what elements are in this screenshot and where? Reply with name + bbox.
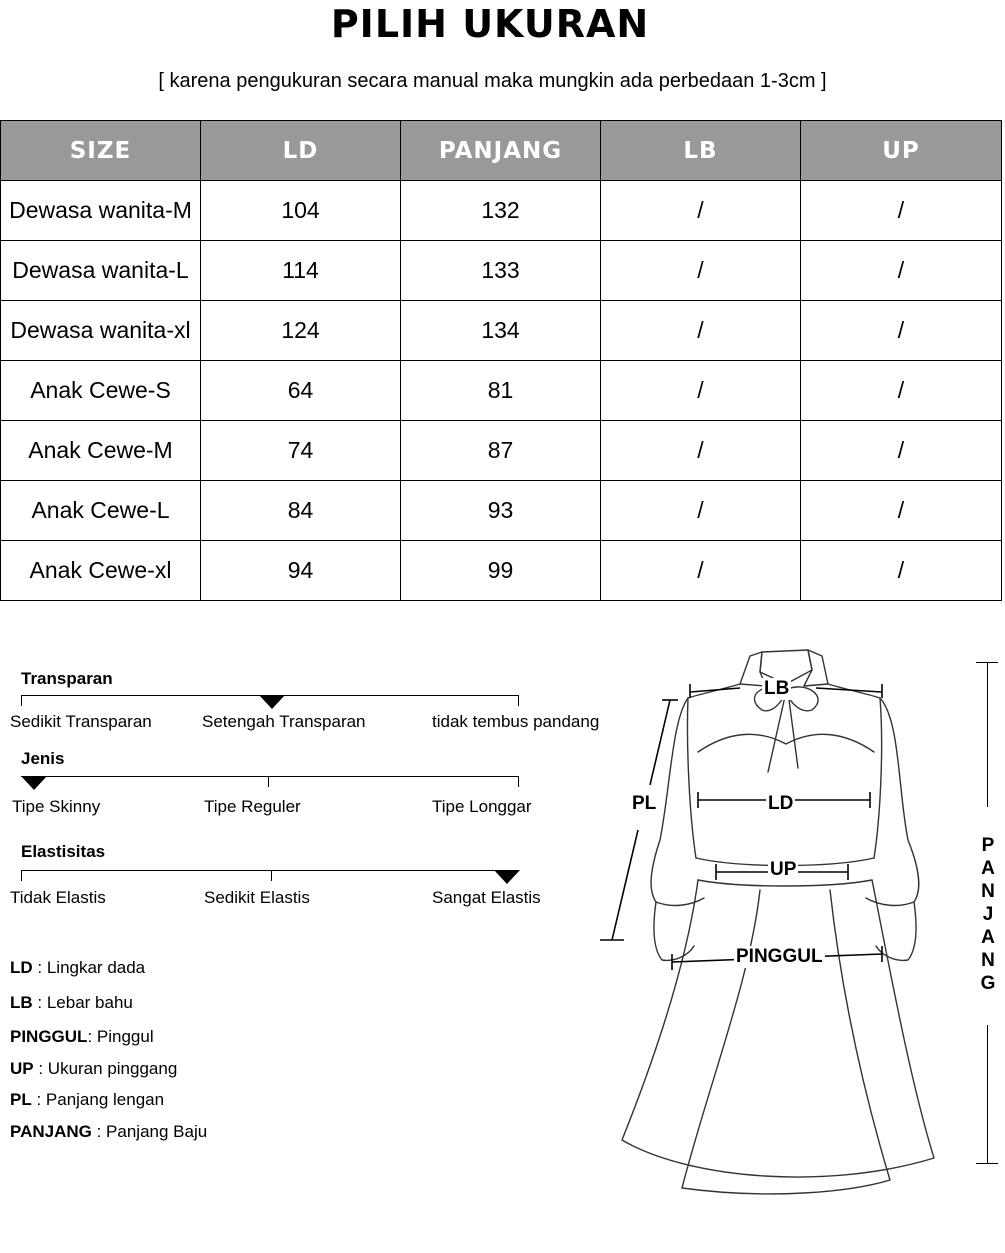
legend-item-panjang	[10, 1122, 207, 1142]
panjang-letter: J	[982, 904, 994, 925]
table-row	[1, 241, 1002, 301]
legend-key: PANJANG	[10, 1122, 92, 1141]
table-header-row	[1, 121, 1002, 181]
scale-option: Sedikit Elastis	[204, 888, 310, 907]
header-ld: LD	[201, 121, 401, 181]
cell-panjang: 134	[401, 301, 601, 361]
scale-tick	[518, 695, 519, 706]
scale-option: Tipe Longgar	[432, 797, 532, 816]
page-subtitle: [ karena pengukuran secara manual maka mungkin ada perbedaan 1-3cm ]	[158, 70, 827, 92]
cell-lb: /	[601, 481, 801, 541]
cell-size: Dewasa wanita-L	[1, 241, 201, 301]
scale-option: Tipe Reguler	[204, 797, 301, 816]
legend-key: UP	[10, 1059, 34, 1078]
cell-up: /	[801, 301, 1002, 361]
cell-panjang: 81	[401, 361, 601, 421]
scale-marker-icon	[494, 870, 520, 884]
cell-up: /	[801, 361, 1002, 421]
scale-label: Elastisitas	[21, 842, 106, 861]
panjang-line-bottom	[987, 1025, 988, 1163]
panjang-letter: A	[981, 927, 995, 948]
table-row	[1, 481, 1002, 541]
cell-size: Dewasa wanita-xl	[1, 301, 201, 361]
scale-option: Setengah Transparan	[202, 712, 366, 731]
scale-tick	[268, 776, 269, 787]
legend-desc: : Lebar bahu	[32, 993, 133, 1012]
panjang-letter: A	[981, 858, 995, 879]
legend-desc: : Lingkar dada	[32, 958, 146, 977]
cell-size: Anak Cewe-xl	[1, 541, 201, 601]
cell-panjang: 93	[401, 481, 601, 541]
scale-option: tidak tembus pandang	[432, 712, 600, 731]
legend-desc: : Panjang Baju	[91, 1122, 208, 1141]
cell-ld: 104	[201, 181, 401, 241]
scale-tick	[518, 776, 519, 787]
panjang-letter: G	[980, 973, 996, 994]
scale-option: Tipe Skinny	[12, 797, 101, 816]
cell-lb: /	[601, 181, 801, 241]
scale-option: Sangat Elastis	[432, 888, 541, 907]
legend-item-ld	[10, 958, 145, 978]
label-pinggul: PINGGUL	[736, 946, 823, 967]
cell-size: Dewasa wanita-M	[1, 181, 201, 241]
cell-up: /	[801, 541, 1002, 601]
label-pl: PL	[632, 793, 657, 814]
cell-size: Anak Cewe-M	[1, 421, 201, 481]
legend-item-pinggul	[10, 1027, 154, 1047]
scale-marker-icon	[259, 695, 285, 709]
cell-size: Anak Cewe-S	[1, 361, 201, 421]
table-row	[1, 361, 1002, 421]
cell-up: /	[801, 421, 1002, 481]
dress-illustration	[590, 640, 950, 1200]
table-row	[1, 301, 1002, 361]
label-ld: LD	[768, 793, 794, 814]
cell-lb: /	[601, 541, 801, 601]
page-title: PILIH UKURAN	[330, 2, 650, 46]
legend-item-pl	[10, 1090, 164, 1110]
legend-desc: : Panjang lengan	[31, 1090, 165, 1109]
cell-ld: 84	[201, 481, 401, 541]
cell-up: /	[801, 481, 1002, 541]
panjang-letter: N	[981, 950, 995, 971]
legend-key: PINGGUL	[10, 1027, 88, 1046]
panjang-letter: N	[981, 881, 995, 902]
legend-desc: : Pinggul	[87, 1027, 154, 1046]
panjang-letter: P	[981, 835, 995, 856]
cell-ld: 94	[201, 541, 401, 601]
cell-ld: 74	[201, 421, 401, 481]
panjang-cap-top	[976, 662, 998, 663]
cell-panjang: 99	[401, 541, 601, 601]
label-up: UP	[770, 859, 797, 880]
legend-key: LB	[10, 993, 33, 1012]
legend-item-up	[10, 1059, 177, 1079]
header-up: UP	[801, 121, 1002, 181]
size-table	[0, 120, 1002, 601]
header-size: SIZE	[1, 121, 201, 181]
header-panjang: PANJANG	[401, 121, 601, 181]
cell-ld: 64	[201, 361, 401, 421]
panjang-cap-bottom	[976, 1163, 998, 1164]
scale-line	[21, 870, 519, 871]
cell-up: /	[801, 181, 1002, 241]
table-row	[1, 421, 1002, 481]
scale-label: Transparan	[21, 669, 113, 688]
legend-key: PL	[10, 1090, 32, 1109]
scale-tick	[21, 870, 22, 881]
legend-key: LD	[10, 958, 33, 977]
cell-ld: 124	[201, 301, 401, 361]
scale-label: Jenis	[21, 749, 65, 768]
scale-line	[21, 776, 519, 777]
cell-ld: 114	[201, 241, 401, 301]
cell-lb: /	[601, 361, 801, 421]
label-lb: LB	[764, 678, 790, 699]
cell-panjang: 87	[401, 421, 601, 481]
panjang-line-top	[987, 662, 988, 807]
legend-desc: : Ukuran pinggang	[33, 1059, 178, 1078]
cell-panjang: 133	[401, 241, 601, 301]
cell-size: Anak Cewe-L	[1, 481, 201, 541]
cell-up: /	[801, 241, 1002, 301]
scale-option: Sedikit Transparan	[10, 712, 152, 731]
scale-marker-icon	[21, 776, 47, 790]
scale-tick	[271, 870, 272, 881]
legend-item-lb	[10, 993, 133, 1013]
cell-panjang: 132	[401, 181, 601, 241]
scale-tick	[21, 695, 22, 706]
scale-option: Tidak Elastis	[10, 888, 106, 907]
cell-lb: /	[601, 421, 801, 481]
cell-lb: /	[601, 301, 801, 361]
table-row	[1, 181, 1002, 241]
header-lb: LB	[601, 121, 801, 181]
cell-lb: /	[601, 241, 801, 301]
table-row	[1, 541, 1002, 601]
